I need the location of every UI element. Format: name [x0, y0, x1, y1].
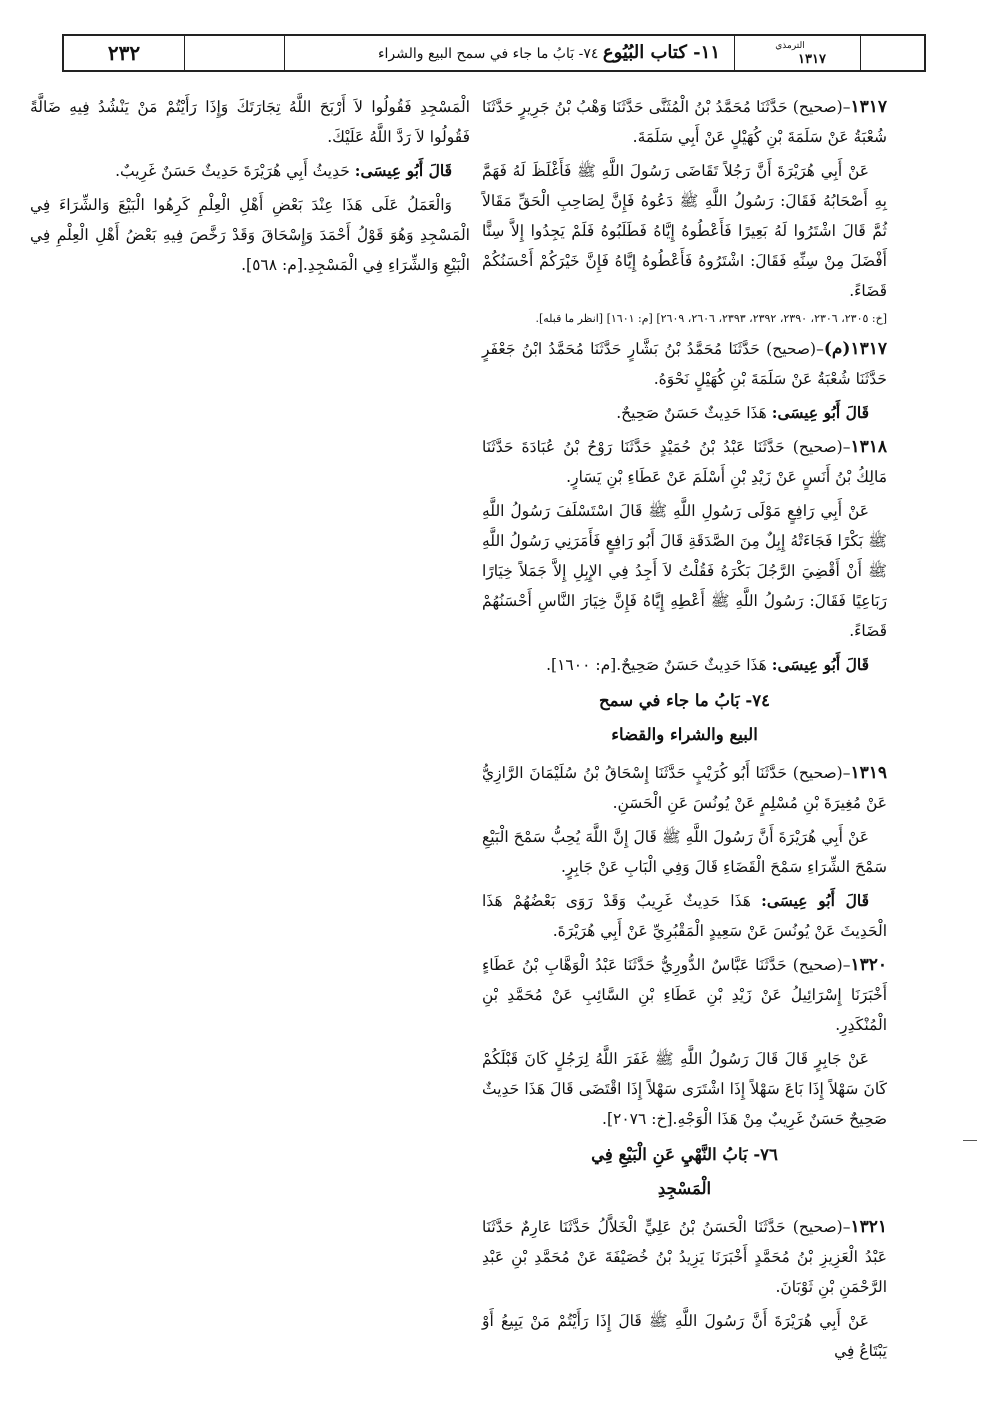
chapter-heading-line: البيع والشراء والقضاء [611, 725, 758, 744]
hadith-number: ١٣١٩ [850, 763, 887, 783]
chapter-heading-line: ٧٦- بَابُ النَّهْيِ عَنِ الْبَيْعِ فِي [591, 1145, 778, 1164]
running-title [284, 36, 734, 70]
ref-label: الترمذي [775, 41, 805, 51]
header-divider [860, 36, 861, 70]
grade-text: حَدِيثُ أَبِي هُرَيْرَةَ حَدِيثٌ حَسَنٌ غَرِيبٌ. [115, 162, 355, 180]
isnad-text: –(صحيح) حَدَّثَنَا عَبَّاسٌ الدُّورِيُّ حَدَّثَنَا عَبْدُ الْوَهَّابِ بْنُ عَطَاءٍ أَخْبَرَنَا إِسْرَائِيلُ عَنْ زَيْدِ بْنِ عَطَاءِ بْنِ السَّائِبِ عَنْ مُحَمَّدِ بْنِ الْمُنْكَدِرِ. [482, 956, 887, 1034]
hadith-1317m [482, 334, 887, 394]
grade-text: هَذَا حَدِيثٌ غَرِيبٌ وَقَدْ رَوَى بَعْضُهُمْ هَذَا الْحَدِيثَ عَنْ يُونُسَ عَنْ سَعِيدٍ الْمَقْبُرِيِّ عَنْ أَبِي هُرَيْرَةَ. [482, 892, 887, 940]
ref-number: ١٣١٧ [798, 52, 826, 67]
hadith-1319-isnad [482, 758, 887, 818]
hadith-1317m-grade [482, 398, 887, 428]
hadith-1318-grade [482, 650, 887, 680]
hadith-ref-cell [764, 36, 860, 70]
chapter-74-heading [482, 684, 887, 752]
page-number: ٢٣٢ [107, 41, 141, 65]
hadith-number: ١٣١٧(م) [823, 339, 887, 359]
chapter-76-heading [482, 1138, 887, 1206]
isnad-text: –(صحيح) حَدَّثَنَا الْحَسَنُ بْنُ عَلِيٍّ الْخَلاَّلُ حَدَّثَنَا عَارِمٌ حَدَّثَنَا عَبْدُ الْعَزِيزِ بْنُ مُحَمَّدٍ أَخْبَرَنَا يَزِيدُ بْنُ خُصَيْفَةَ عَنْ مُحَمَّدِ بْنِ عَبْدِ الرَّحْمَنِ بْنِ ثَوْبَانَ. [482, 1218, 887, 1296]
hadith-1318-isnad [482, 432, 887, 492]
header-blank-cell [184, 36, 284, 70]
hadith-1317-refs: [خ: ٢٣٠٥، ٢٣٠٦، ٢٣٩٠، ٢٣٩٢، ٢٣٩٣، ٢٦٠٦، ٢٦٠٩] [م: ١٦٠١] [انظر ما قبله]. [535, 312, 887, 325]
grade-text: هَذَا حَدِيثٌ حَسَنٌ صَحِيحٌ.[م: ١٦٠٠]. [546, 656, 772, 674]
grade-text: هَذَا حَدِيثٌ حَسَنٌ صَحِيحٌ. [616, 404, 772, 422]
isnad-text: –(صحيح) حَدَّثَنَا مُحَمَّدُ بْنُ الْمُثَنَّى حَدَّثَنَا وَهْبُ بْنُ جَرِيرٍ حَدَّثَنَا شُعْبَةُ عَنْ سَلَمَةَ بْنِ كُهَيْلٍ عَنْ أَبِي سَلَمَةَ. [482, 98, 887, 146]
hadith-1317-isnad [482, 92, 887, 152]
hadith-1321-matn: عَنْ أَبِي هُرَيْرَةَ أَنَّ رَسُولَ اللَّهِ ﷺ قَالَ إِذَا رَأَيْتُمْ مَنْ يَبِيعُ أَوْ يَبْتَاعُ فِي [482, 1312, 887, 1360]
hadith-1321-continuation: الْمَسْجِدِ فَقُولُوا لاَ أَرْبَحَ اللَّهُ تِجَارَتَكَ وَإِذَا رَأَيْتُمْ مَنْ يَنْشُدُ فِيهِ ضَالَّةً فَقُولُوا لاَ رَدَّ اللَّهُ عَلَيْكَ. [30, 98, 470, 146]
hadith-number: ١٣٢٠ [850, 955, 887, 975]
hadith-number: ١٣١٧ [850, 97, 887, 117]
hadith-1321-isnad [482, 1212, 887, 1302]
hadith-1317-matn: عَنْ أَبِي هُرَيْرَةَ أَنَّ رَجُلاً تَقَاضَى رَسُولَ اللَّهِ ﷺ فَأَغْلَظَ لَهُ فَهَمَّ بِهِ أَصْحَابُهُ فَقَالَ: رَسُولُ اللَّهِ ﷺ دَعُوهُ فَإِنَّ لِصَاحِبِ الْحَقِّ مَقَالاً ثُمَّ قَالَ اشْتَرُوا لَهُ بَعِيرًا فَأَعْطُوهُ إِيَّاهُ فَطَلَبُوهُ فَلَمْ يَجِدُوا إِلاَّ سِنًّا أَفْضَلَ مِنْ سِنِّهِ فَقَالَ: اشْتَرُوهُ فَأَعْطُوهُ إِيَّاهُ فَإِنَّ خَيْرَكُمْ أَحْسَنُكُمْ قَضَاءً. [482, 162, 887, 300]
hadith-1321-grade [30, 156, 470, 186]
book-title: ١١- كتاب البُيُوع [602, 42, 720, 63]
hadith-1318-matn: عَنْ أَبِي رَافِعٍ مَوْلَى رَسُولِ اللَّهِ ﷺ قَالَ اسْتَسْلَفَ رَسُولُ اللَّهِ ﷺ بَكْرًا فَجَاءَتْهُ إِبِلٌ مِنَ الصَّدَقَةِ قَالَ أَبُو رَافِعٍ فَأَمَرَنِي رَسُولُ اللَّهِ ﷺ أَنْ أَقْضِيَ الرَّجُلَ بَكْرَهُ فَقُلْتُ لاَ أَجِدُ فِي الإِبِلِ إِلاَّ جَمَلاً خِيَارًا رَبَاعِيًا فَقَالَ: رَسُولُ اللَّهِ ﷺ أَعْطِهِ إِيَّاهُ فَإِنَّ خِيَارَ النَّاسِ أَحْسَنُهُمْ قَضَاءً. [482, 502, 887, 640]
right-column [482, 92, 887, 1370]
header-divider [924, 36, 925, 70]
isnad-text: –(صحيح) حَدَّثَنَا عَبْدُ بْنُ حُمَيْدٍ حَدَّثَنَا رَوْحُ بْنُ عُبَادَةَ حَدَّثَنَا مَالِكُ بْنُ أَنَسٍ عَنْ زَيْدِ بْنِ أَسْلَمَ عَنْ عَطَاءِ بْنِ يَسَارٍ. [482, 438, 887, 486]
margin-tick [963, 1140, 977, 1141]
hadith-1319-grade [482, 886, 887, 946]
hadith-number: ١٣١٨ [850, 437, 887, 457]
isnad-text: –(صحيح) حَدَّثَنَا أَبُو كُرَيْبٍ حَدَّثَنَا إِسْحَاقُ بْنُ سُلَيْمَانَ الرَّازِيُّ عَنْ مُغِيرَةَ بْنِ مُسْلِمٍ عَنْ يُونُسَ عَنِ الْحَسَنِ. [482, 764, 887, 812]
page-header [62, 34, 926, 72]
isnad-text: –(صحيح) حَدَّثَنَا مُحَمَّدُ بْنُ بَشَّارٍ حَدَّثَنَا مُحَمَّدُ ابْنُ جَعْفَرٍ حَدَّثَنَا شُعْبَةُ عَنْ سَلَمَةَ بْنِ كُهَيْلٍ نَحْوَهُ. [482, 340, 887, 388]
abu-isa-label: قَالَ أَبُو عِيسَى: [761, 891, 869, 910]
abu-isa-label: قَالَ أَبُو عِيسَى: [771, 403, 869, 422]
hadith-1320-isnad [482, 950, 887, 1040]
left-column [30, 92, 470, 284]
abu-isa-label: قَالَ أَبُو عِيسَى: [354, 161, 452, 180]
chapter-heading-line: ٧٤- بَابُ ما جاء في سمح [599, 691, 770, 710]
hadith-number: ١٣٢١ [850, 1217, 887, 1237]
chapter-title: ٧٤- بَابُ ما جاء في سمح البيع والشراء [377, 46, 599, 62]
abu-isa-label: قَالَ أَبُو عِيسَى: [771, 655, 869, 674]
chapter-heading-line: الْمَسْجِدِ [657, 1179, 712, 1198]
hadith-1320-matn: عَنْ جَابِرٍ قَالَ قَالَ رَسُولُ اللَّهِ ﷺ غَفَرَ اللَّهُ لِرَجُلٍ كَانَ قَبْلَكُمْ كَانَ سَهْلاً إِذَا بَاعَ سَهْلاً إِذَا اشْتَرَى سَهْلاً إِذَا اقْتَضَى قَالَ هَذَا حَدِيثٌ صَحِيحٌ حَسَنٌ غَرِيبٌ مِنْ هَذَا الْوَجْهِ.[خ: ٢٠٧٦]. [482, 1050, 887, 1128]
hadith-1319-matn: عَنْ أَبِي هُرَيْرَةَ أَنَّ رَسُولَ اللَّهِ ﷺ قَالَ إِنَّ اللَّهَ يُحِبُّ سَمْحَ الْبَيْعِ سَمْحَ الشِّرَاءِ سَمْحَ الْقَضَاءِ قَالَ وَفِي الْبَابِ عَنْ جَابِرٍ. [482, 828, 887, 876]
scholarly-practice-note: وَالْعَمَلُ عَلَى هَذَا عِنْدَ بَعْضِ أَهْلِ الْعِلْمِ كَرِهُوا الْبَيْعَ وَالشِّرَاءَ فِي الْمَسْجِدِ وَهُوَ قَوْلُ أَحْمَدَ وَإِسْحَاقَ وَقَدْ رَخَّصَ فِيهِ بَعْضُ أَهْلِ الْعِلْمِ فِي الْبَيْعِ وَالشِّرَاءِ فِي الْمَسْجِدِ.[م: ٥٦٨]. [30, 196, 470, 274]
